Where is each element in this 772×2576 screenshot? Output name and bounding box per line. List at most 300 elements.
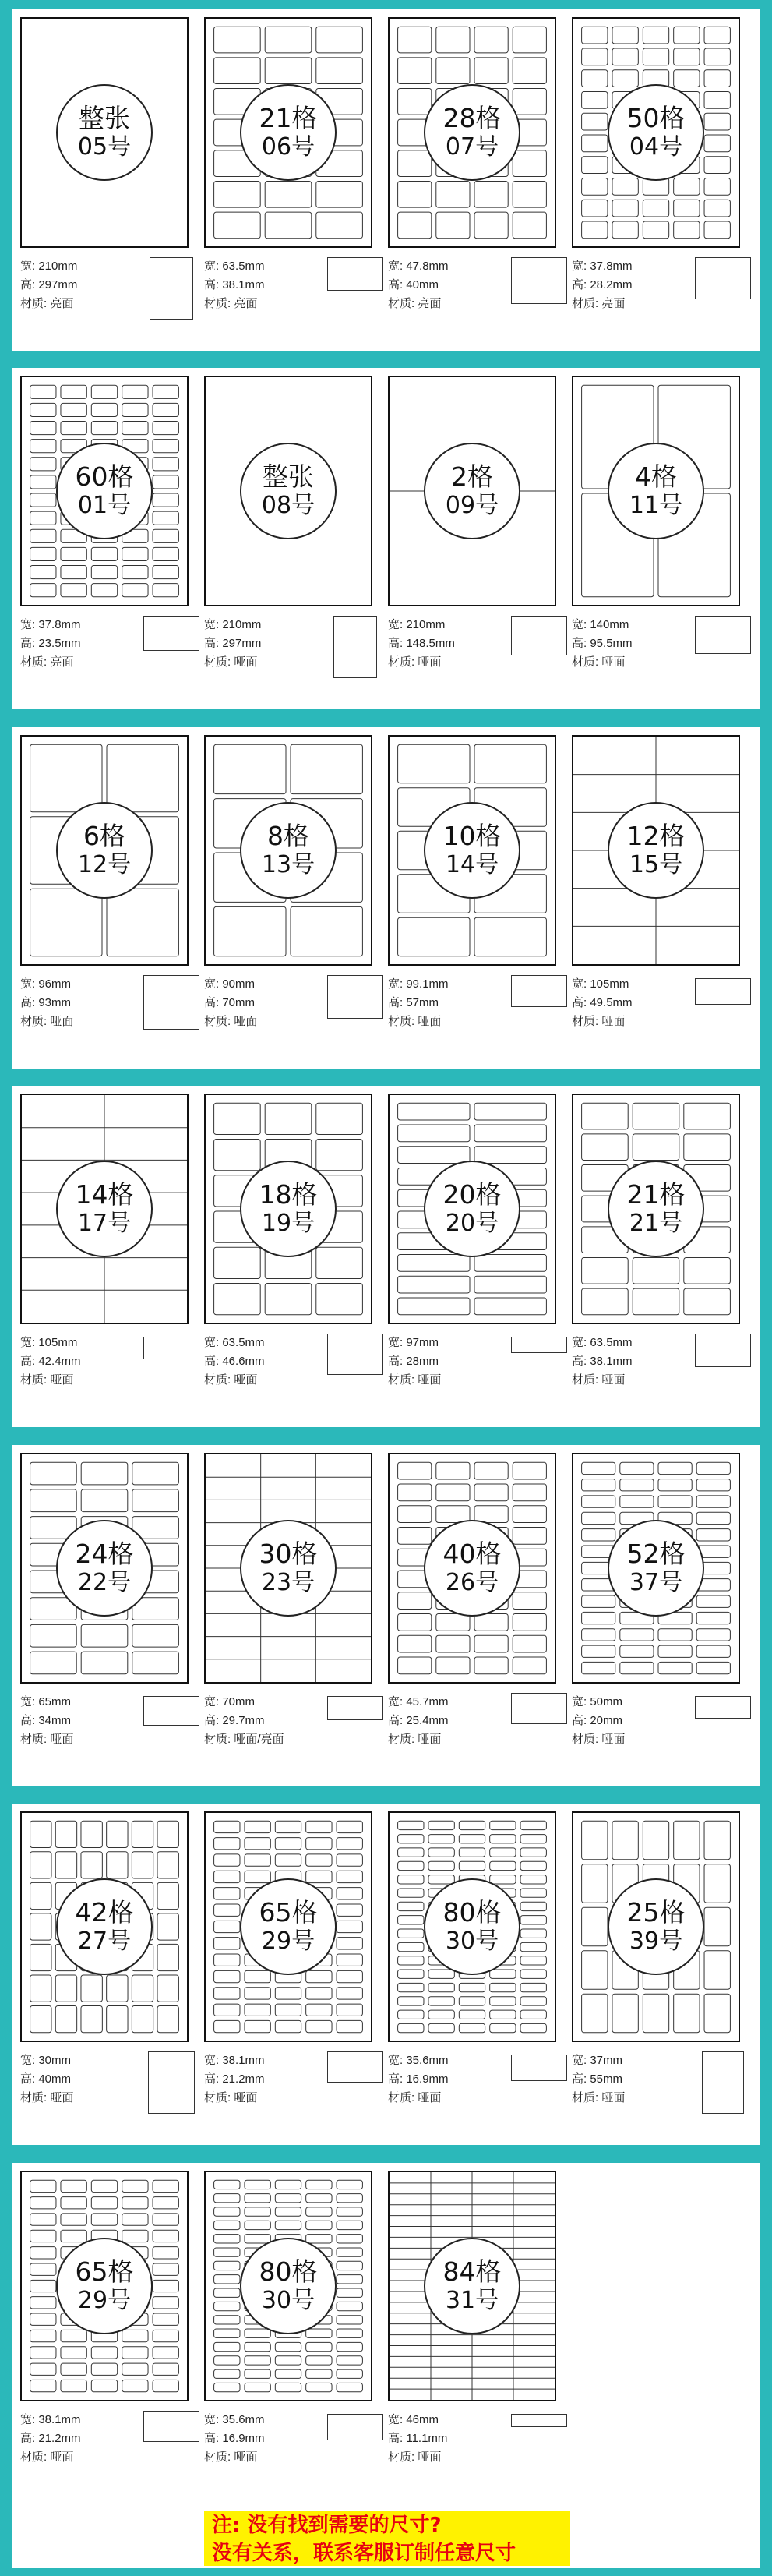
label-cell — [436, 1635, 470, 1652]
label-cell — [214, 1854, 240, 1866]
actual-size-box — [143, 616, 199, 651]
label-cell — [398, 1635, 432, 1652]
model-number: 01号 — [77, 492, 132, 519]
actual-size-box — [511, 257, 567, 304]
label-cell — [582, 1645, 615, 1657]
spec-height-value: 40mm — [406, 278, 439, 292]
spec-height-label: 高: — [204, 637, 223, 650]
label-cell — [633, 1257, 679, 1284]
spec-height-value: 70mm — [222, 996, 256, 1009]
label-cell — [153, 493, 178, 507]
label-cell — [398, 1462, 432, 1479]
label-cell — [30, 2330, 56, 2341]
label-cell — [684, 1288, 731, 1315]
spec-material-label: 材质: — [388, 2451, 418, 2464]
label-cell — [107, 1975, 128, 2002]
label-cell — [306, 2369, 332, 2378]
cell-count: 60格 — [75, 461, 134, 492]
label-cell — [582, 1529, 615, 1541]
label-cell — [582, 1462, 615, 1474]
label-cell — [643, 48, 668, 65]
model-number: 30号 — [261, 2287, 315, 2314]
spec-material-label: 材质: — [388, 1015, 418, 1028]
spec-material-label: 材质: — [204, 2091, 234, 2104]
label-cell — [153, 2180, 178, 2192]
label-sheet-diagram — [388, 1811, 556, 2042]
label-cell — [153, 403, 178, 416]
spec-width-label: 宽: — [20, 977, 39, 991]
cell-count: 52格 — [626, 1539, 686, 1569]
label-cell — [643, 1994, 668, 2033]
label-cell — [337, 1854, 362, 1866]
spec-height-value: 40mm — [38, 2072, 72, 2086]
spec-material-label: 材质: — [204, 1733, 234, 1746]
label-cell — [245, 2342, 270, 2351]
spec-width-label: 宽: — [204, 618, 223, 631]
spec-height-value: 20mm — [590, 1714, 623, 1727]
layout-badge — [56, 84, 153, 181]
label-cell — [306, 2180, 332, 2189]
label-cell — [674, 178, 700, 196]
label-cell — [61, 2214, 86, 2225]
label-cell — [30, 2363, 56, 2375]
label-cell — [81, 1462, 128, 1485]
model-number: 11号 — [629, 492, 683, 519]
label-cell — [612, 27, 638, 44]
cell-count: 21格 — [259, 103, 318, 133]
spec-height-value: 297mm — [38, 278, 78, 292]
spec-height-label: 高: — [572, 1714, 590, 1727]
label-cell — [582, 135, 608, 152]
label-cell — [153, 2197, 178, 2209]
label-cell — [704, 1821, 730, 1860]
spec-material-value: 哑面 — [418, 1733, 442, 1746]
label-cell — [214, 2302, 240, 2310]
label-cell — [214, 1938, 240, 1949]
label-cell — [153, 2363, 178, 2375]
actual-size-box — [143, 975, 199, 1030]
label-cell — [398, 1103, 470, 1120]
actual-size-box — [333, 616, 378, 678]
spec-width-value: 65mm — [38, 1695, 72, 1708]
label-cell — [214, 744, 286, 793]
label-cell — [520, 1956, 546, 1965]
label-cell — [337, 2207, 362, 2216]
label-cell — [520, 1983, 546, 1991]
label-cell — [696, 1612, 730, 1624]
label-cell — [582, 1595, 615, 1607]
label-cell — [582, 200, 608, 217]
label-sheet-diagram — [204, 17, 372, 248]
label-cell — [513, 1657, 546, 1674]
label-cell — [337, 2275, 362, 2284]
model-number: 05号 — [77, 133, 132, 161]
spec-width-value: 210mm — [222, 618, 262, 631]
spec-width-value: 45.7mm — [406, 1695, 449, 1708]
label-cell — [696, 1462, 730, 1474]
label-cell — [337, 2356, 362, 2365]
label-cell — [436, 181, 470, 207]
label-cell — [459, 2023, 485, 2032]
label-cell — [520, 1970, 546, 1978]
layout-badge — [56, 1520, 153, 1617]
label-cell — [459, 1835, 485, 1843]
layout-badge — [240, 84, 337, 181]
label-cell — [428, 1861, 454, 1870]
spec-material-value: 哑面 — [601, 1373, 626, 1387]
label-cell — [658, 1629, 692, 1641]
label-cell — [132, 1652, 179, 1674]
label-cell — [275, 2020, 301, 2032]
label-cell — [337, 2020, 362, 2032]
label-cell — [30, 2006, 51, 2033]
label-cell — [61, 403, 86, 416]
label-cell — [30, 2247, 56, 2259]
label-cell — [620, 1496, 654, 1507]
label-cell — [275, 2369, 301, 2378]
label-cell — [316, 1284, 363, 1315]
layout-badge — [56, 443, 153, 539]
spec-height — [388, 1352, 569, 1371]
spec-width-value: 99.1mm — [406, 977, 449, 991]
label-cell — [30, 2347, 56, 2359]
actual-size-box — [143, 2411, 199, 2442]
label-cell — [316, 58, 363, 84]
model-number: 19号 — [261, 1210, 315, 1237]
label-cell — [513, 212, 546, 239]
label-cell — [337, 2194, 362, 2203]
actual-size-box — [327, 2051, 383, 2083]
cell-count: 65格 — [259, 1897, 318, 1928]
model-number: 21号 — [629, 1210, 683, 1237]
spec-material-value: 哑面 — [418, 2451, 442, 2464]
spec-height-label: 高: — [572, 278, 590, 292]
spec-material-label: 材质: — [572, 1373, 602, 1387]
spec-material-value: 哑面 — [601, 1733, 626, 1746]
actual-size-box — [143, 1696, 199, 1726]
label-cell — [30, 1944, 51, 1970]
label-cell — [704, 91, 730, 108]
cell-count: 18格 — [259, 1179, 318, 1210]
label-cell — [61, 566, 86, 579]
label-cell — [107, 889, 178, 956]
label-cell — [30, 2313, 56, 2325]
spec-width-label: 宽: — [204, 1336, 223, 1349]
label-cell — [55, 1975, 76, 2002]
label-cell — [612, 1994, 638, 2033]
label-cell — [582, 113, 608, 130]
label-cell — [704, 48, 730, 65]
label-cell — [582, 1907, 608, 1946]
label-cell — [337, 2221, 362, 2229]
layout-badge — [608, 84, 704, 181]
spec-height-label: 高: — [20, 1355, 39, 1368]
label-cell — [81, 1489, 128, 1512]
label-cell — [398, 89, 432, 115]
spec-height-value: 28mm — [406, 1355, 439, 1368]
spec-width-value: 37.8mm — [590, 260, 633, 273]
label-cell — [337, 2248, 362, 2256]
label-cell — [582, 1994, 608, 2033]
label-cell — [398, 2023, 424, 2032]
spec-height-label: 高: — [388, 2072, 407, 2086]
label-cell — [245, 2020, 270, 2032]
label-cell — [245, 1821, 270, 1832]
spec-height-label: 高: — [388, 1714, 407, 1727]
model-number: 14号 — [445, 851, 499, 878]
spec-height-label: 高: — [572, 1355, 590, 1368]
spec-material-label: 材质: — [572, 1733, 602, 1746]
label-cell — [61, 421, 86, 434]
label-cell — [582, 27, 608, 44]
label-sheet-diagram — [388, 17, 556, 248]
label-cell — [490, 1861, 516, 1870]
spec-material — [388, 1371, 569, 1390]
label-cell — [30, 385, 56, 398]
label-cell — [91, 2363, 117, 2375]
label-cell — [306, 2221, 332, 2229]
label-cell — [214, 212, 261, 239]
spec-material — [388, 1012, 569, 1031]
spec-width-value: 35.6mm — [222, 2413, 265, 2426]
model-number: 31号 — [445, 2287, 499, 2314]
label-sheet-diagram — [20, 2171, 189, 2401]
label-cell — [674, 221, 700, 239]
label-cell — [91, 421, 117, 434]
label-cell — [214, 181, 261, 207]
label-sheet-diagram — [572, 735, 740, 966]
spec-material — [388, 2448, 569, 2467]
layout-badge — [608, 1878, 704, 1975]
label-cell — [61, 2230, 86, 2242]
label-cell — [61, 2330, 86, 2341]
label-cell — [337, 1821, 362, 1832]
label-cell — [696, 1496, 730, 1507]
label-cell — [316, 1247, 363, 1278]
label-cell — [582, 1821, 608, 1860]
label-cell — [674, 200, 700, 217]
label-cell — [428, 1983, 454, 1991]
label-cell — [704, 135, 730, 152]
spec-height-value: 55mm — [590, 2072, 623, 2086]
layout-badge — [240, 1161, 337, 1257]
label-cell — [398, 1255, 470, 1272]
spec-height-label: 高: — [204, 1714, 223, 1727]
spec-material-value: 哑面 — [601, 1015, 626, 1028]
spec-material-label: 材质: — [388, 2091, 418, 2104]
spec-material-value: 哑面 — [234, 2091, 258, 2104]
label-cell — [684, 1257, 731, 1284]
label-cell — [582, 1864, 608, 1903]
label-cell — [153, 475, 178, 489]
label-cell — [265, 1284, 312, 1315]
spec-material — [20, 653, 201, 672]
label-sheet-diagram — [204, 2171, 372, 2401]
label-cell — [620, 1462, 654, 1474]
label-cell — [582, 1103, 629, 1129]
spec-height-value: 21.2mm — [38, 2432, 81, 2445]
spec-material-label: 材质: — [20, 1733, 51, 1746]
spec-height-value: 93mm — [38, 996, 72, 1009]
spec-material-value: 哑面 — [50, 1373, 74, 1387]
spec-material-label: 材质: — [20, 297, 51, 310]
label-cell — [643, 1821, 668, 1860]
label-cell — [337, 1921, 362, 1932]
model-number: 37号 — [629, 1569, 683, 1596]
spec-material-value: 哑面 — [234, 1373, 258, 1387]
spec-height-label: 高: — [572, 996, 590, 1009]
model-number: 29号 — [261, 1928, 315, 1955]
label-cell — [265, 1103, 312, 1134]
spec-width-label: 宽: — [572, 260, 590, 273]
label-cell — [658, 1496, 692, 1507]
label-cell — [81, 1821, 102, 1847]
label-cell — [704, 113, 730, 130]
label-cell — [398, 1861, 424, 1870]
label-cell — [398, 212, 432, 239]
label-cell — [214, 2207, 240, 2216]
label-cell — [245, 2369, 270, 2378]
label-sheet-diagram — [572, 17, 740, 248]
label-cell — [30, 511, 56, 525]
label-cell — [474, 1298, 546, 1315]
label-cell — [30, 566, 56, 579]
label-cell — [474, 917, 546, 956]
label-cell — [245, 2221, 270, 2229]
layout-badge — [608, 802, 704, 899]
label-cell — [398, 1848, 424, 1857]
label-cell — [520, 1929, 546, 1938]
label-cell — [337, 1904, 362, 1916]
label-cell — [436, 27, 470, 53]
label-cell — [436, 212, 470, 239]
spec-width-value: 38.1mm — [38, 2413, 81, 2426]
spec-material-label: 材质: — [20, 1373, 51, 1387]
label-cell — [61, 547, 86, 560]
spec-material-label: 材质: — [572, 297, 602, 310]
actual-size-box — [511, 1337, 567, 1353]
cell-count: 80格 — [442, 1897, 502, 1928]
label-cell — [428, 1970, 454, 1978]
cell-count: 20格 — [442, 1179, 502, 1210]
label-cell — [490, 2023, 516, 2032]
label-cell — [398, 1527, 432, 1544]
label-cell — [306, 1970, 332, 1982]
label-cell — [398, 1125, 470, 1142]
label-sheet-diagram — [572, 1094, 740, 1324]
actual-size-box — [702, 2051, 744, 2114]
label-cell — [245, 2194, 270, 2203]
label-cell — [30, 475, 56, 489]
spec-material — [20, 2448, 201, 2467]
label-cell — [674, 1821, 700, 1860]
label-cell — [398, 1929, 424, 1938]
note-line-2: 没有关系，联系客服订制任意尺寸 — [212, 2542, 516, 2565]
label-cell — [30, 547, 56, 560]
label-cell — [658, 1662, 692, 1673]
label-cell — [337, 2004, 362, 2016]
label-cell — [520, 1875, 546, 1884]
layout-badge — [240, 1878, 337, 1975]
label-cell — [316, 27, 363, 53]
spec-material-label: 材质: — [204, 1015, 234, 1028]
label-cell — [612, 70, 638, 87]
cell-count: 50格 — [626, 103, 686, 133]
label-cell — [30, 1489, 77, 1512]
label-cell — [513, 58, 546, 84]
label-cell — [513, 1635, 546, 1652]
spec-material-value: 哑面 — [50, 1733, 74, 1746]
spec-width-value: 35.6mm — [406, 2054, 449, 2067]
label-sheet-diagram — [20, 735, 189, 966]
spec-height-label: 高: — [204, 2432, 223, 2445]
label-cell — [513, 1484, 546, 1501]
spec-height-value: 49.5mm — [590, 996, 633, 1009]
layout-badge — [424, 443, 520, 539]
label-cell — [245, 1871, 270, 1882]
spec-height-label: 高: — [20, 2432, 39, 2445]
label-cell — [337, 1888, 362, 1899]
label-cell — [633, 1288, 679, 1315]
label-cell — [30, 1462, 77, 1485]
label-cell — [696, 1512, 730, 1524]
label-cell — [306, 2004, 332, 2016]
label-cell — [245, 1838, 270, 1850]
actual-size-box — [511, 616, 567, 655]
layout-badge — [424, 84, 520, 181]
cell-count: 42格 — [75, 1897, 134, 1928]
spec-material-label: 材质: — [572, 1015, 602, 1028]
label-cell — [436, 58, 470, 84]
label-cell — [132, 1624, 179, 1647]
spec-width-label: 宽: — [388, 977, 407, 991]
label-sheet-diagram — [204, 376, 372, 606]
label-cell — [245, 2329, 270, 2337]
label-cell — [107, 1852, 128, 1878]
label-cell — [474, 744, 546, 783]
label-cell — [704, 221, 730, 239]
label-cell — [306, 2383, 332, 2391]
label-cell — [55, 1821, 76, 1847]
label-cell — [122, 2214, 148, 2225]
label-cell — [582, 157, 608, 174]
spec-height-value: 16.9mm — [222, 2432, 265, 2445]
spec-material-value: 亮面 — [50, 297, 74, 310]
label-cell — [704, 27, 730, 44]
actual-size-box — [511, 1693, 567, 1724]
spec-material-label: 材质: — [204, 297, 234, 310]
label-cell — [337, 2369, 362, 2378]
label-cell — [620, 1662, 654, 1673]
label-cell — [398, 1276, 470, 1293]
label-cell — [620, 1629, 654, 1641]
label-cell — [245, 1988, 270, 1999]
label-cell — [30, 2263, 56, 2275]
label-cell — [459, 1997, 485, 2005]
spec-material — [204, 2089, 385, 2108]
layout-badge — [56, 2238, 153, 2334]
label-cell — [459, 1983, 485, 1991]
spec-height-label: 高: — [572, 637, 590, 650]
spec-width-label: 宽: — [572, 2054, 590, 2067]
label-cell — [436, 1462, 470, 1479]
label-sheet-diagram — [204, 735, 372, 966]
label-cell — [81, 1852, 102, 1878]
label-cell — [30, 584, 56, 597]
label-cell — [265, 58, 312, 84]
label-cell — [513, 1614, 546, 1631]
label-cell — [658, 1479, 692, 1491]
